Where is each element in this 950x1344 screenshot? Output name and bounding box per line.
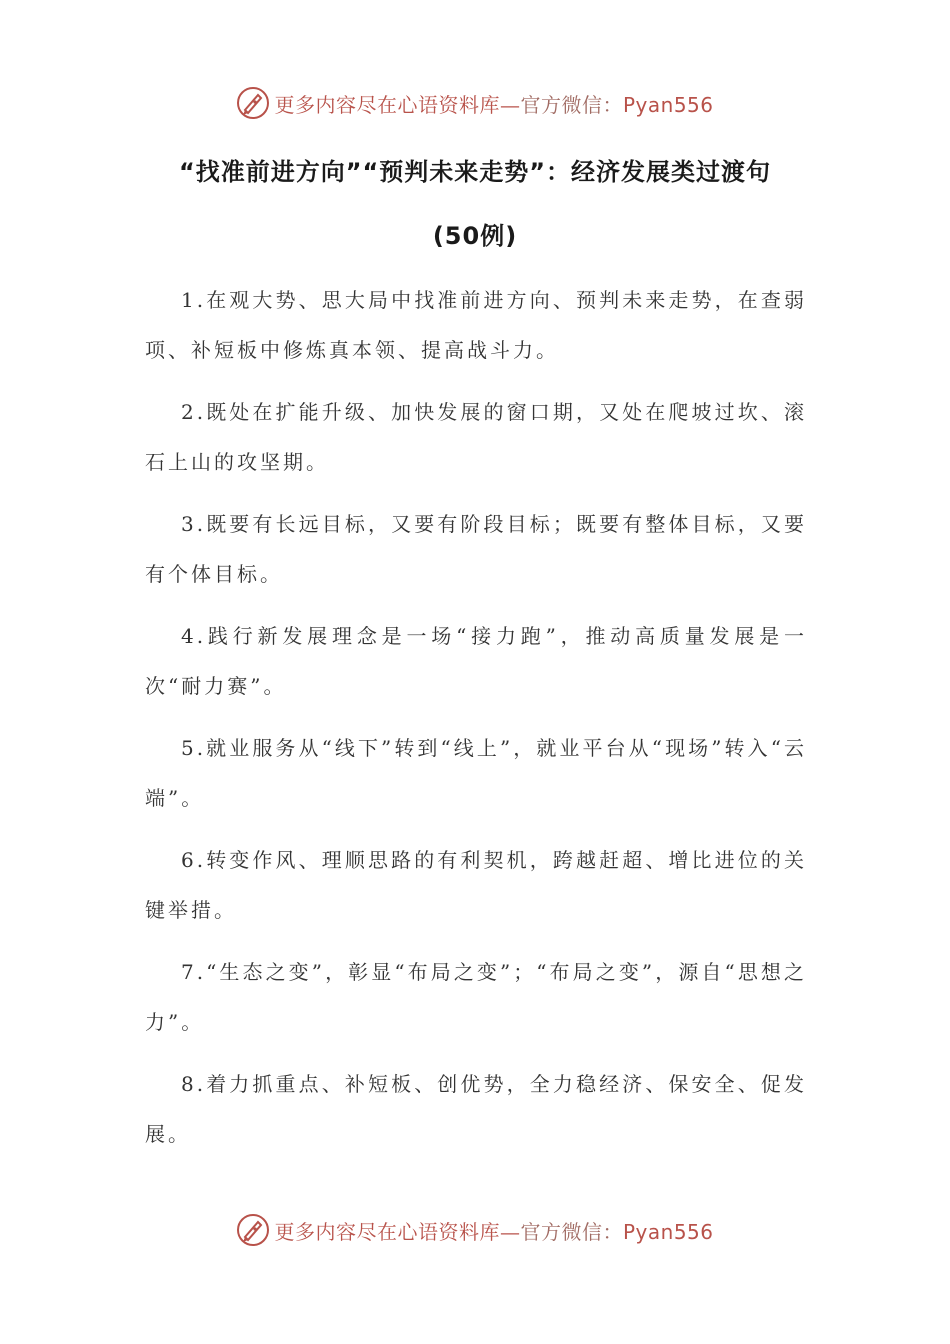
banner-label: 更多内容尽在心语资料库 xyxy=(274,92,500,117)
document-title-count: (50例) xyxy=(432,222,518,250)
pen-nib-seal-icon xyxy=(236,1213,270,1247)
banner-separator: — xyxy=(499,92,521,117)
document-title: “找准前进方向”“预判未来走势”：经济发展类过渡句 xyxy=(178,158,772,186)
list-item: 3.既要有长远目标，又要有阶段目标；既要有整体目标，又要有个体目标。 xyxy=(145,512,807,586)
footer-banner-text xyxy=(274,1216,713,1245)
header-banner-text xyxy=(274,89,713,118)
pen-nib-seal-icon xyxy=(236,86,270,120)
list-item: 7.“生态之变”，彰显“布局之变”；“布局之变”，源自“思想之力”。 xyxy=(145,960,807,1034)
banner-label: 更多内容尽在心语资料库 xyxy=(274,1219,500,1244)
list-item: 6.转变作风、理顺思路的有利契机，跨越赶超、增比进位的关键举措。 xyxy=(145,848,807,922)
list-item: 2.既处在扩能升级、加快发展的窗口期，又处在爬坡过坎、滚石上山的攻坚期。 xyxy=(145,400,807,474)
example-list xyxy=(145,275,807,1171)
wechat-label: 官方微信： xyxy=(520,1219,623,1244)
wechat-id: Pyan556 xyxy=(622,1219,714,1244)
list-item: 4.践行新发展理念是一场“接力跑”，推动高质量发展是一次“耐力赛”。 xyxy=(145,624,807,698)
list-item: 8.着力抓重点、补短板、创优势，全力稳经济、保安全、促发展。 xyxy=(145,1072,807,1146)
list-item: 5.就业服务从“线下”转到“线上”，就业平台从“现场”转入“云端”。 xyxy=(145,736,807,810)
wechat-id: Pyan556 xyxy=(622,92,714,117)
wechat-label: 官方微信： xyxy=(520,92,623,117)
list-item: 1.在观大势、思大局中找准前进方向、预判未来走势，在查弱项、补短板中修炼真本领、提高战斗力。 xyxy=(145,288,807,362)
banner-separator: — xyxy=(499,1219,521,1244)
header-banner xyxy=(0,83,950,123)
footer-banner xyxy=(0,1210,950,1250)
